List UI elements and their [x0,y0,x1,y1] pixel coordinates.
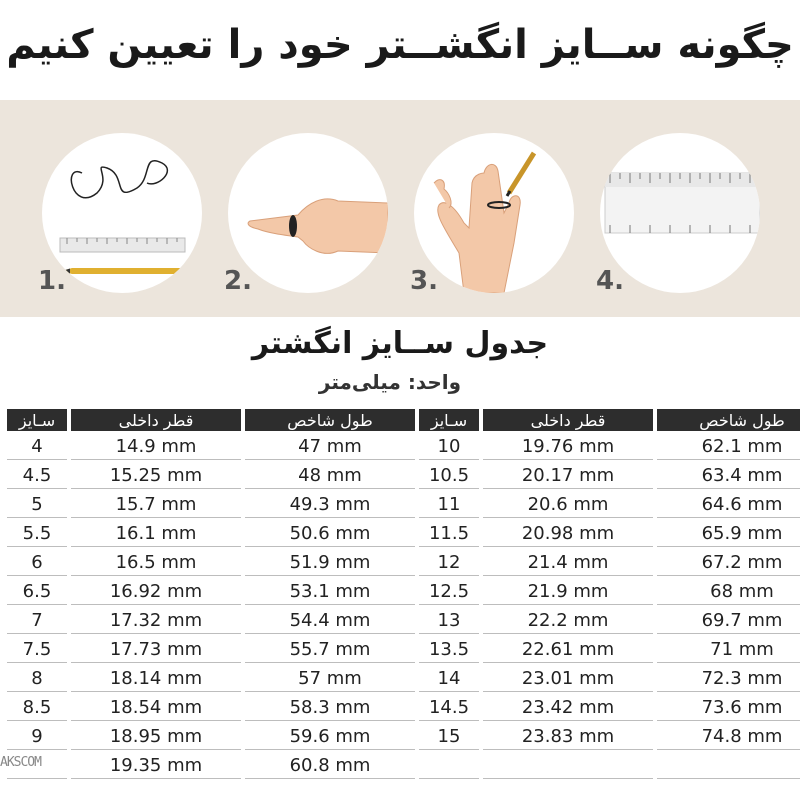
size-cell: 14 [419,666,479,692]
table-row [7,492,800,518]
table-row [7,637,800,663]
header-size: سـایز [7,409,67,431]
diameter-cell: 20.6 mm [483,492,653,518]
length-cell: 71 mm [657,637,800,663]
header-inner-diameter: قطر داخلی [483,409,653,431]
size-cell: 4.5 [7,463,67,489]
diameter-cell: 20.17 mm [483,463,653,489]
size-cell: 7.5 [7,637,67,663]
table-title: جدول ســایز انگشتر [251,326,549,361]
length-cell: 53.1 mm [245,579,415,605]
step-1-illustration [42,133,202,293]
size-cell: 12 [419,550,479,576]
diameter-cell: 15.25 mm [71,463,241,489]
length-cell: 51.9 mm [245,550,415,576]
length-cell: 74.8 mm [657,724,800,750]
table-row [7,695,800,721]
length-cell: 68 mm [657,579,800,605]
unit-label: واحد: میلی‌متر [318,370,462,394]
header-size: سـایز [419,409,479,431]
size-cell: 8.5 [7,695,67,721]
length-cell: 73.6 mm [657,695,800,721]
mark-string-pen-icon [414,133,574,293]
length-cell: 57 mm [245,666,415,692]
header-index-length: طول شاخص [245,409,415,431]
diameter-cell: 16.5 mm [71,550,241,576]
ruler-measure-icon [600,133,760,293]
length-cell: 47 mm [245,434,415,460]
diameter-cell: 14.9 mm [71,434,241,460]
diameter-cell: 22.2 mm [483,608,653,634]
diameter-cell: 17.32 mm [71,608,241,634]
length-cell: 67.2 mm [657,550,800,576]
table-header-row [7,409,800,431]
string-around-finger-icon [228,133,388,293]
ring-size-table [3,406,800,782]
size-cell: 5 [7,492,67,518]
step-2-number: 2. [224,266,252,296]
diameter-cell: 23.01 mm [483,666,653,692]
length-cell: 59.6 mm [245,724,415,750]
size-cell: 13 [419,608,479,634]
diameter-cell [483,753,653,779]
size-cell: 8 [7,666,67,692]
table-row [7,579,800,605]
page-title: چگونه ســایز انگشــتر خود را تعیین کنیم [6,22,794,68]
size-cell: 10.5 [419,463,479,489]
length-cell: 64.6 mm [657,492,800,518]
length-cell: 54.4 mm [245,608,415,634]
length-cell: 49.3 mm [245,492,415,518]
diameter-cell: 16.92 mm [71,579,241,605]
table-row [7,550,800,576]
step-3-illustration [414,133,574,293]
length-cell [657,753,800,779]
size-cell: 11 [419,492,479,518]
size-cell: 9 [7,724,67,750]
size-cell: 7 [7,608,67,634]
size-cell: 6.5 [7,579,67,605]
length-cell: 69.7 mm [657,608,800,634]
length-cell: 72.3 mm [657,666,800,692]
diameter-cell: 23.83 mm [483,724,653,750]
table-row [7,724,800,750]
length-cell: 58.3 mm [245,695,415,721]
step-1-number: 1. [38,266,66,296]
size-cell: 15 [419,724,479,750]
diameter-cell: 22.61 mm [483,637,653,663]
header-inner-diameter: قطر داخلی [71,409,241,431]
step-4-number: 4. [596,266,624,296]
table-row [7,463,800,489]
size-cell: 14.5 [419,695,479,721]
diameter-cell: 19.35 mm [71,753,241,779]
length-cell: 48 mm [245,463,415,489]
length-cell: 62.1 mm [657,434,800,460]
size-cell: 12.5 [419,579,479,605]
size-cell: 6 [7,550,67,576]
length-cell: 63.4 mm [657,463,800,489]
table-row [7,521,800,547]
header-index-length: طول شاخص [657,409,800,431]
diameter-cell: 17.73 mm [71,637,241,663]
watermark: AKSCOM [0,755,41,770]
string-ruler-pencil-icon [42,133,202,293]
size-cell: 11.5 [419,521,479,547]
diameter-cell: 23.42 mm [483,695,653,721]
size-cell [419,753,479,779]
size-cell: 5.5 [7,521,67,547]
diameter-cell: 18.14 mm [71,666,241,692]
instruction-band [0,100,800,317]
length-cell: 50.6 mm [245,521,415,547]
length-cell: 65.9 mm [657,521,800,547]
diameter-cell: 15.7 mm [71,492,241,518]
table-row [7,666,800,692]
step-3-number: 3. [410,266,438,296]
size-cell: 13.5 [419,637,479,663]
step-4-illustration [600,133,760,293]
table-row [7,434,800,460]
diameter-cell: 21.9 mm [483,579,653,605]
size-cell: 4 [7,434,67,460]
diameter-cell: 18.95 mm [71,724,241,750]
diameter-cell: 21.4 mm [483,550,653,576]
length-cell: 60.8 mm [245,753,415,779]
size-cell: 10 [419,434,479,460]
length-cell: 55.7 mm [245,637,415,663]
diameter-cell: 18.54 mm [71,695,241,721]
diameter-cell: 20.98 mm [483,521,653,547]
step-2-illustration [228,133,388,293]
diameter-cell: 16.1 mm [71,521,241,547]
table-row [7,608,800,634]
diameter-cell: 19.76 mm [483,434,653,460]
table-row [7,753,800,779]
